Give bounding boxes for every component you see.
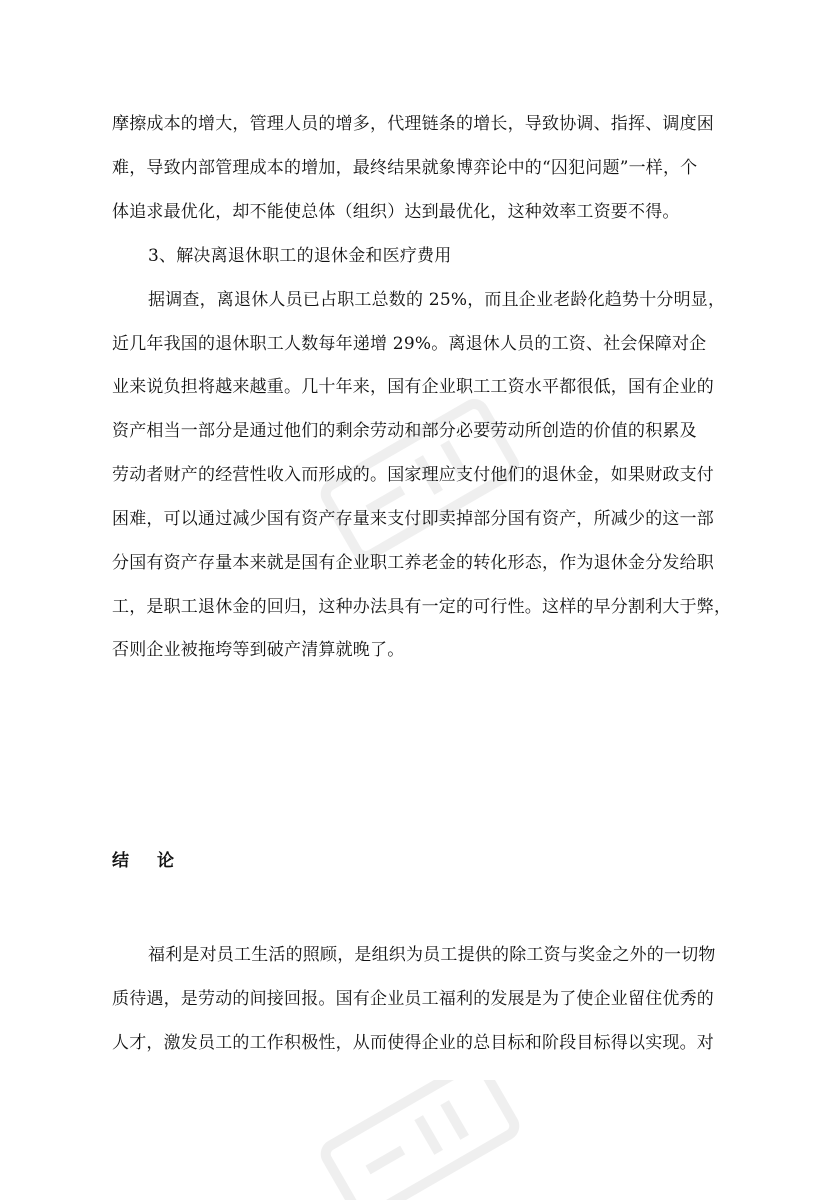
paragraph-2-line: 工，是职工退休金的回归，这种办法具有一定的可行性。这样的早分割利大于弊， [112,597,732,617]
watermark-logo-icon [300,1080,540,1200]
conclusion-line: 人才，激发员工的工作积极性，从而使得企业的总目标和阶段目标得以实现。对 [112,1033,714,1053]
paragraph-1-line: 摩擦成本的增大，管理人员的增多，代理链条的增长，导致协调、指挥、调度困 [112,114,714,134]
paragraph-2-line: 业来说负担将越来越重。几十年来，国有企业职工工资水平都很低，国有企业的 [112,377,714,397]
paragraph-2-line: 资产相当一部分是通过他们的剩余劳动和部分必要劳动所创造的价值的积累及 [112,421,697,441]
paragraph-2-line: 分国有资产存量本来就是国有企业职工养老金的转化形态，作为退休金分发给职 [112,553,714,573]
conclusion-heading [112,850,174,872]
conclusion-line: 福利是对员工生活的照顾，是组织为员工提供的除工资与奖金之外的一切物 [148,945,716,965]
paragraph-2-line: 劳动者财产的经营性收入而形成的。国家理应支付他们的退休金，如果财政支付 [112,465,714,485]
section-subheading: 3、解决离退休职工的退休金和医疗费用 [148,246,452,266]
paragraph-2-line: 据调查，离退休人员已占职工总数的 25%，而且企业老龄化趋势十分明显， [148,290,726,310]
paragraph-1-line: 体追求最优化，却不能使总体（组织）达到最优化，这种效率工资要不得。 [112,202,680,222]
paragraph-2-line: 近几年我国的退休职工人数每年递增 29%。离退休人员的工资、社会保障对企 [112,334,707,354]
paragraph-2-line: 否则企业被拖垮等到破产清算就晚了。 [112,640,405,660]
conclusion-heading-char: 论 [157,851,174,871]
conclusion-heading-char: 结 [112,851,129,871]
conclusion-line: 质待遇，是劳动的间接回报。国有企业员工福利的发展是为了使企业留住优秀的 [112,989,714,1009]
paragraph-2-line: 困难，可以通过减少国有资产存量来支付即卖掉部分国有资产，所减少的这一部 [112,509,714,529]
paragraph-1-line: 难，导致内部管理成本的增加，最终结果就象博弈论中的“囚犯问题”一样，个 [112,158,698,178]
